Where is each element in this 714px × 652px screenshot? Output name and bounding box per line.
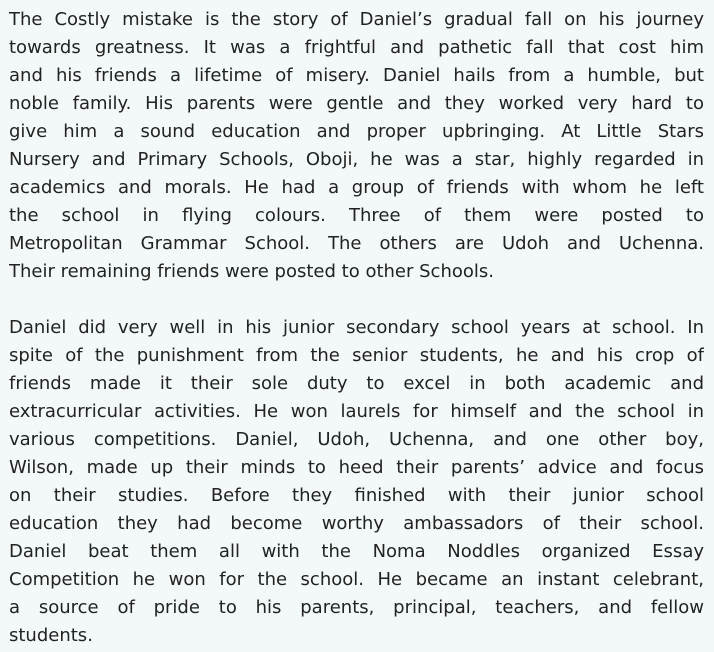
paragraph-line: a source of pride to his parents, principal, teachers, and fellow <box>9 597 704 618</box>
paragraph-line: extracurricular activities. He won laurels for himself and the school in <box>9 401 704 422</box>
paragraph-line: Competition he won for the school. He became an instant celebrant, <box>9 569 704 590</box>
paragraph-line: Daniel did very well in his junior secondary school years at school. In <box>9 317 704 338</box>
paragraph-line: students. <box>9 625 93 646</box>
paragraph-1 <box>9 6 704 286</box>
paragraph-line: Nursery and Primary Schools, Oboji, he was a star, highly regarded in <box>9 149 704 170</box>
paragraph-2 <box>9 314 704 650</box>
paragraph-line: academics and morals. He had a group of friends with whom he left <box>9 177 704 198</box>
paragraph-line: the school in flying colours. Three of them were posted to <box>9 205 704 226</box>
paragraph-line: give him a sound education and proper upbringing. At Little Stars <box>9 121 704 142</box>
paragraph-spacer <box>9 286 704 314</box>
paragraph-line: Metropolitan Grammar School. The others are Udoh and Uchenna. <box>9 233 704 254</box>
paragraph-line: spite of the punishment from the senior students, he and his crop of <box>9 345 704 366</box>
paragraph-line: and his friends a lifetime of misery. Daniel hails from a humble, but <box>9 65 704 86</box>
paragraph-line: Their remaining friends were posted to other Schools. <box>9 261 494 282</box>
paragraph-line: education they had become worthy ambassadors of their school. <box>9 513 704 534</box>
paragraph-line: friends made it their sole duty to excel in both academic and <box>9 373 704 394</box>
paragraph-line: Wilson, made up their minds to heed their parents’ advice and focus <box>9 457 704 478</box>
paragraph-line: on their studies. Before they finished with their junior school <box>9 485 704 506</box>
paragraph-line: various competitions. Daniel, Udoh, Uchenna, and one other boy, <box>9 429 704 450</box>
paragraph-line: noble family. His parents were gentle and they worked very hard to <box>9 93 704 114</box>
paragraph-line: Daniel beat them all with the Noma Noddles organized Essay <box>9 541 704 562</box>
paragraph-line: The Costly mistake is the story of Daniel’s gradual fall on his journey <box>9 9 704 30</box>
paragraph-line: towards greatness. It was a frightful and pathetic fall that cost him <box>9 37 704 58</box>
